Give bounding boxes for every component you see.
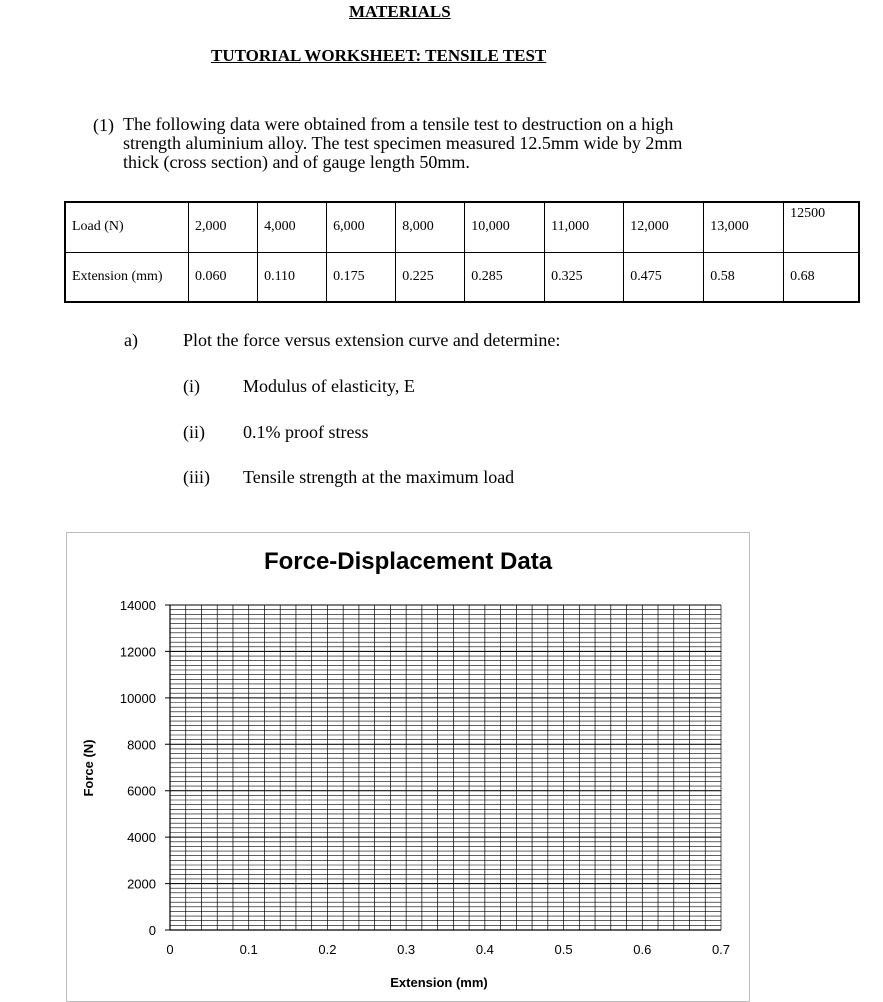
y-tick-label: 14000 — [119, 598, 156, 613]
extension-cell: 0.325 — [545, 252, 624, 302]
load-row — [65, 202, 859, 252]
x-tick-label: 0.2 — [318, 942, 337, 957]
load-cell: 6,000 — [327, 202, 396, 252]
x-tick-label: 0 — [166, 942, 174, 957]
extension-cell: 0.68 — [784, 252, 859, 302]
x-tick-label: 0.6 — [633, 942, 652, 957]
x-tick-label: 0.1 — [239, 942, 258, 957]
extension-cell: 0.175 — [327, 252, 396, 302]
extension-cell: 0.225 — [396, 252, 465, 302]
tensile-data-table — [64, 201, 860, 303]
extension-cell: 0.58 — [704, 252, 784, 302]
question-line: strength aluminium alloy. The test specimen measured 12.5mm wide by 2mm — [123, 133, 683, 153]
x-tick-label: 0.4 — [475, 942, 494, 957]
minor-grid — [170, 605, 721, 930]
page-heading: MATERIALS — [349, 2, 451, 21]
y-tick-label: 12000 — [119, 644, 156, 660]
y-tick-label: 8000 — [127, 737, 156, 753]
load-cell: 11,000 — [545, 202, 624, 252]
load-label: Load (N) — [65, 202, 189, 252]
extension-label: Extension (mm) — [65, 252, 189, 302]
load-cell: 2,000 — [189, 202, 258, 252]
x-tick-label: 0.5 — [554, 942, 573, 957]
extension-row — [65, 252, 859, 302]
item-number: (i) — [183, 376, 200, 396]
y-axis-ticks — [120, 598, 156, 938]
load-cell: 12,000 — [624, 202, 704, 252]
part-a-text: Plot the force versus extension curve and determine: — [183, 330, 561, 350]
question-line: The following data were obtained from a tensile test to destruction on a high — [123, 114, 674, 134]
load-cell: 10,000 — [465, 202, 545, 252]
x-tick-label: 0.7 — [711, 942, 731, 957]
chart-title: Force-Displacement Data — [263, 548, 553, 575]
y-tick-label: 6000 — [127, 783, 156, 799]
question-text — [123, 115, 763, 172]
extension-cell: 0.285 — [465, 252, 545, 302]
load-cell: 4,000 — [258, 202, 327, 252]
y-tick-label: 10000 — [119, 690, 156, 706]
load-cell: 13,000 — [704, 202, 784, 252]
y-axis-label: Force (N) — [81, 739, 96, 797]
question-line: thick (cross section) and of gauge length 50mm. — [123, 152, 470, 172]
y-tick-label: 2000 — [127, 876, 156, 892]
load-cell: 8,000 — [396, 202, 465, 252]
worksheet-title: TUTORIAL WORKSHEET: TENSILE TEST — [211, 46, 547, 65]
x-tick-label: 0.3 — [397, 942, 416, 957]
item-number: (ii) — [183, 422, 205, 442]
item-text: Tensile strength at the maximum load — [243, 467, 515, 487]
extension-cell: 0.110 — [258, 252, 327, 302]
x-axis-label: Extension (mm) — [390, 975, 488, 990]
force-displacement-chart — [66, 532, 750, 1001]
extension-cell: 0.060 — [189, 252, 258, 302]
item-text: Modulus of elasticity, E — [243, 376, 415, 396]
x-axis-ticks — [166, 942, 730, 957]
part-a-label: a) — [124, 330, 138, 350]
item-text: 0.1% proof stress — [243, 422, 369, 442]
question-number: (1) — [93, 115, 114, 135]
load-cell: 12500 — [784, 202, 859, 252]
y-tick-label: 4000 — [127, 830, 156, 846]
y-tick-label: 0 — [148, 923, 156, 938]
item-number: (iii) — [183, 467, 210, 487]
extension-cell: 0.475 — [624, 252, 704, 302]
